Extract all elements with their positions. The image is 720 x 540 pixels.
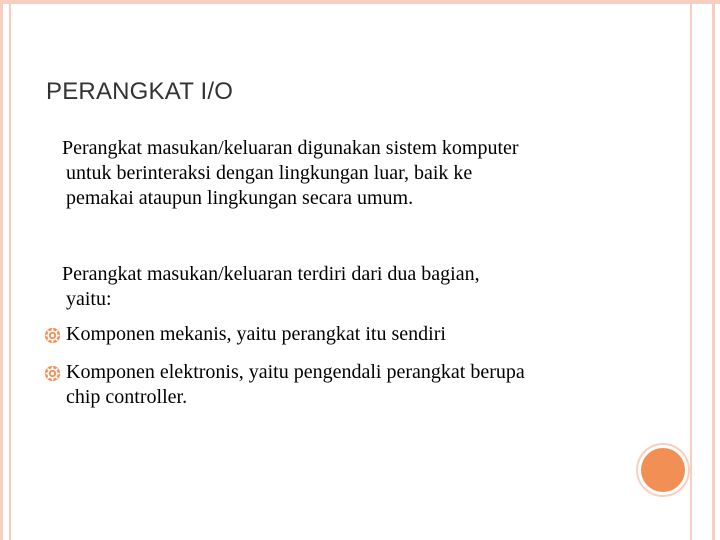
bullet-text — [66, 360, 525, 410]
frame-left-outer-line — [0, 0, 3, 540]
paragraph-line: Perangkat masukan/keluaran terdiri dari dua bagian, — [62, 263, 480, 285]
paragraph-parts — [62, 262, 480, 312]
bullet-text — [66, 322, 446, 347]
decorative-circle — [641, 448, 685, 492]
gear-bullet-icon — [44, 365, 61, 382]
paragraph-line: pemakai ataupun lingkungan secara umum. — [66, 187, 414, 209]
paragraph-line: yaitu: — [66, 288, 112, 310]
frame-left-inner-line — [9, 0, 11, 540]
paragraph-line: Perangkat masukan/keluaran digunakan sistem komputer — [62, 137, 519, 159]
frame-top-line — [0, 0, 720, 4]
frame-right-inner-line — [690, 0, 692, 540]
bullet-line: Komponen elektronis, yaitu pengendali perangkat berupa — [66, 361, 525, 383]
bullet-line: chip controller. — [66, 386, 188, 408]
paragraph-line: untuk berinteraksi dengan lingkungan luar, baik ke — [66, 162, 473, 184]
paragraph-intro — [62, 136, 519, 211]
bullet-line: Komponen mekanis, yaitu perangkat itu sendiri — [66, 323, 446, 345]
gear-bullet-icon — [44, 327, 61, 344]
frame-right-outer-line — [712, 0, 715, 540]
slide-title: PERANGKAT I/O — [46, 78, 234, 105]
